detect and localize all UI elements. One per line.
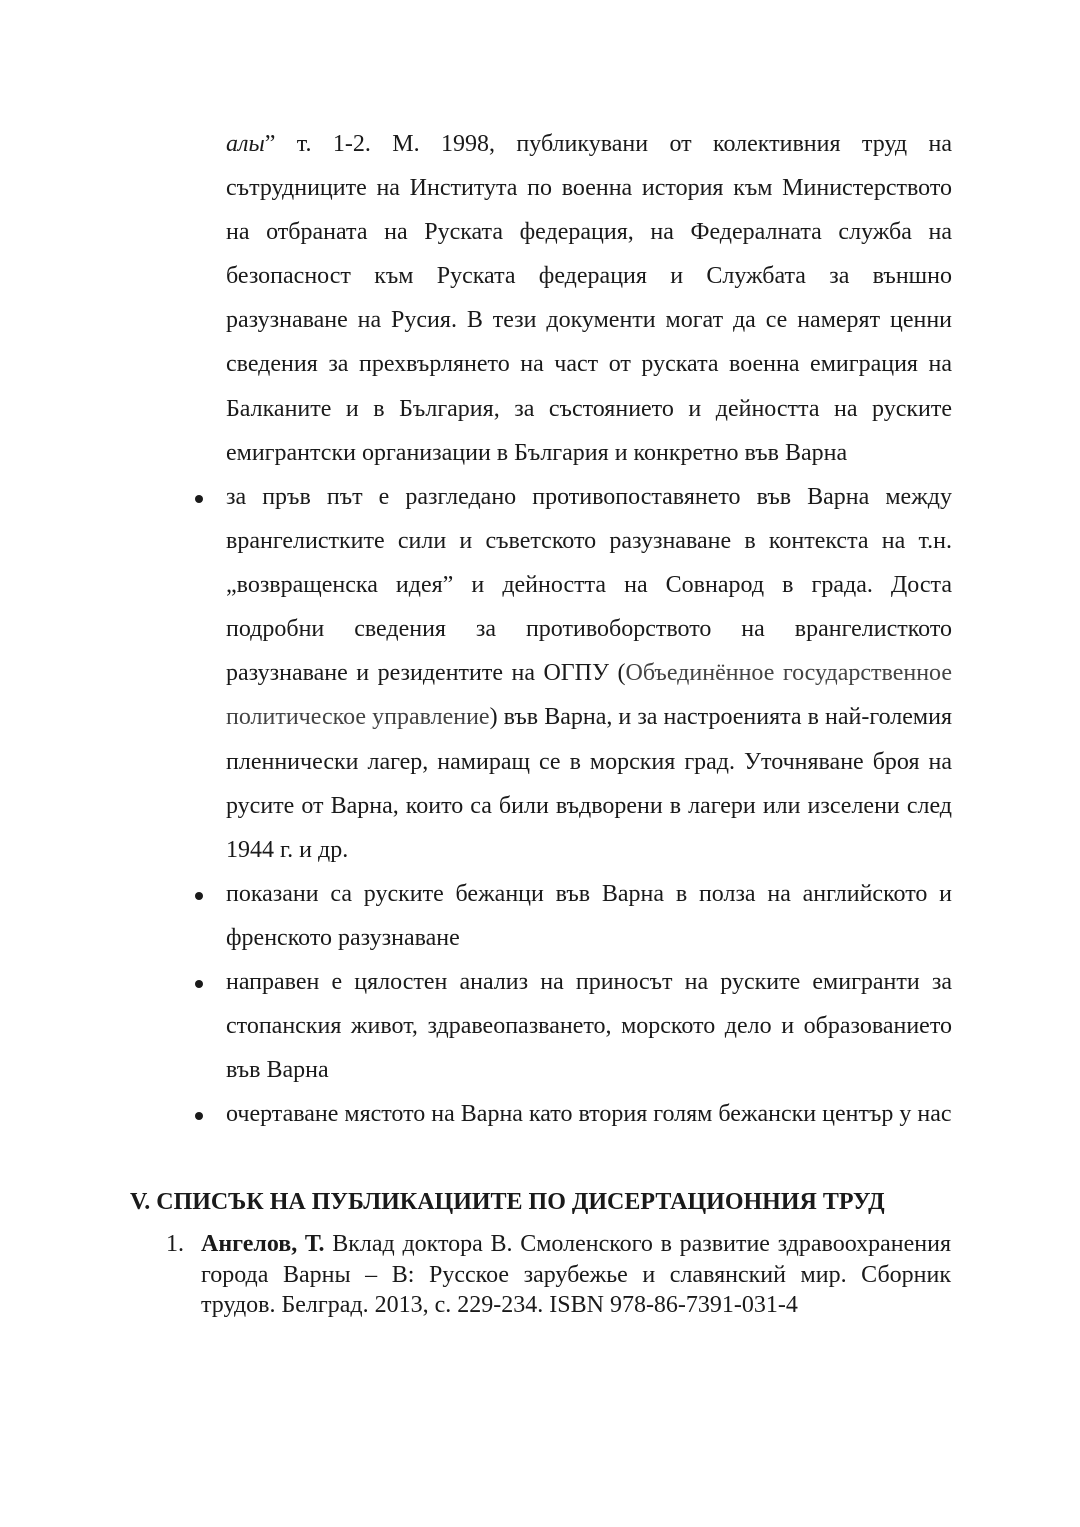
list-item (226, 960, 952, 1092)
bullet-icon (195, 495, 203, 503)
list-item-text: за пръв път е разгледано противопоставянето във Варна между врангелистките сили и съветското разузнаване в контекста на т.н. „возвращенска идея” и дейността на Совнарод в града. Доста подробни сведения за противоборството на врангелисткото разузнаване и резидентите на ОГПУ ( (226, 484, 952, 687)
list-item-text: очертаване мястото на Варна като втория голям бежански център у нас (226, 1101, 952, 1128)
bullet-icon (195, 1112, 203, 1120)
bullet-icon (195, 980, 203, 988)
publications-list (0, 1229, 1080, 1321)
list-item (226, 475, 952, 872)
list-item (226, 1092, 952, 1136)
publication-number: 1. (166, 1231, 184, 1257)
publication-item (166, 1229, 951, 1321)
italic-fragment: алы (226, 131, 265, 157)
section-heading: V. СПИСЪК НА ПУБЛИКАЦИИТЕ ПО ДИСЕРТАЦИОННИЯ ТРУД (130, 1189, 885, 1215)
publication-text: Вклад доктора В. Смоленского в развитие здравоохранения города Варны – В: Русское зарубежье и славянский мир. Сборник трудов. Белград. 2013, с. 229-234. ISBN 978-86-7391-031-4 (201, 1231, 951, 1318)
list-item-text: направен е цялостен анализ на приносът на руските емигранти за стопанския живот, здравеопазването, морското дело и образованието във Варна (226, 969, 952, 1084)
list-item-text: показани са руските бежанци във Варна в полза на английското и френското разузнаване (226, 880, 952, 951)
contributions-list (0, 475, 1080, 1136)
bullet-icon (195, 892, 203, 900)
russian-phrase: Объединённое государственное политическое управление (226, 660, 952, 731)
paragraph-text: ” т. 1-2. М. 1998, публикувани от колективния труд на сътрудниците на Института по военна история към Министерството на отбраната на Руската федерация, на Федералната служба на безопасност към Руската федерация и Службата за външно разузнаване на Русия. В тези документи могат да се намерят ценни сведения за прехвърлянето на част от руската военна емиграция на Балканите и в България, за състоянието и дейността на руските емигрантски организации в България и конкретно във Варна (226, 131, 952, 466)
list-item (226, 872, 952, 960)
continuation-paragraph (226, 122, 952, 475)
list-item-text: ) във Варна, и за настроенията в най-големия пленнически лагер, намиращ се в морския град. Уточняване броя на русите от Варна, които са били въдворени в лагери или изселени след 1944 г. и др. (226, 704, 952, 863)
publication-author: Ангелов, Т. (201, 1231, 325, 1257)
